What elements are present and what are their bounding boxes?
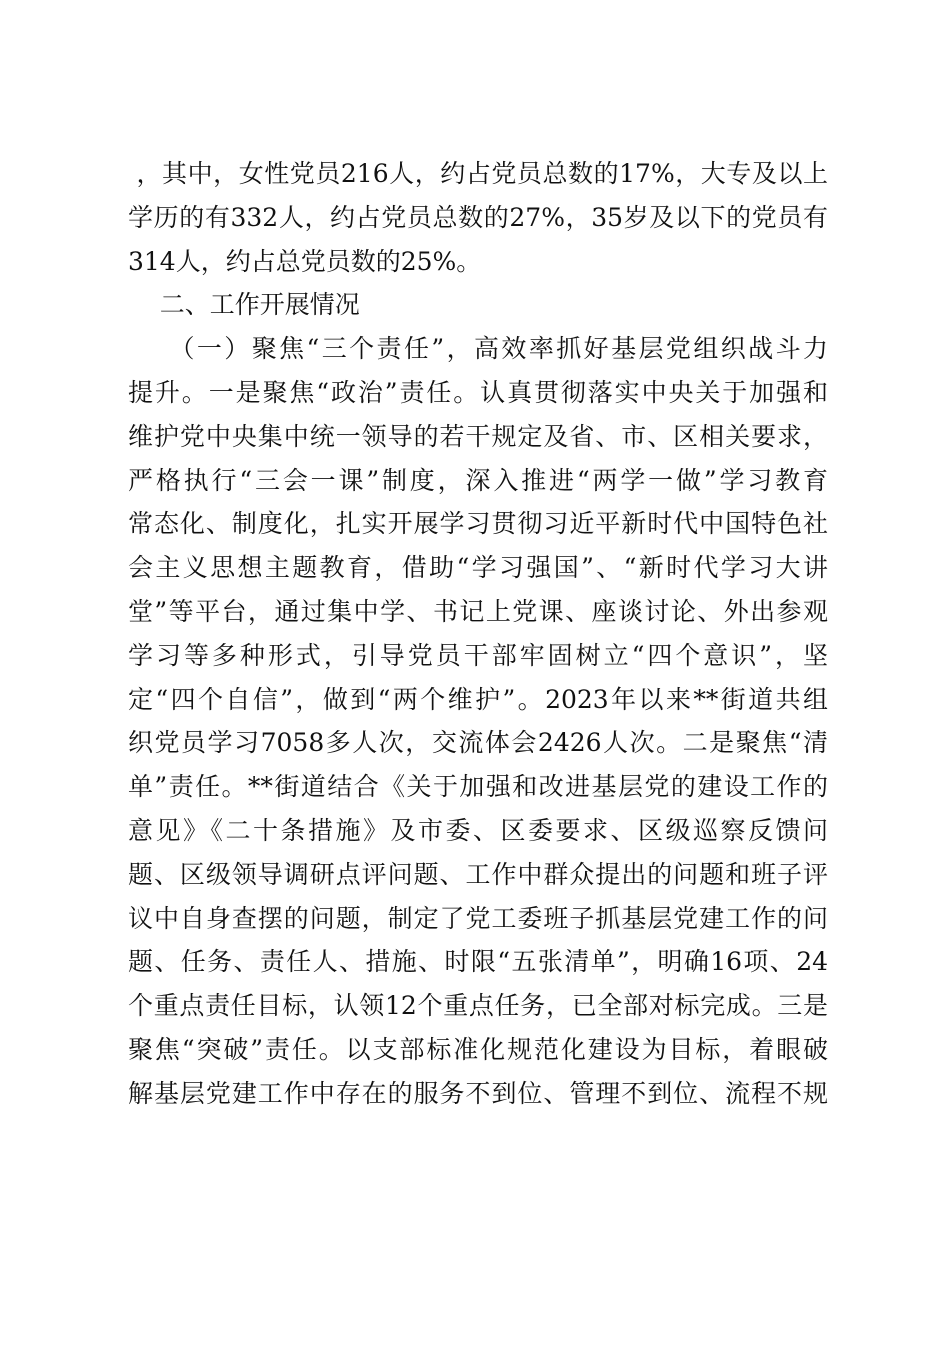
paragraph-line: ，其中，女性党员216人，约占党员总数的17%，大专及以上	[128, 159, 828, 188]
body-text	[128, 152, 828, 1116]
paragraph-line: 学历的有332人，约占党员总数的27%，35岁及以下的党员有	[128, 202, 828, 232]
paragraph-line: 题、区级领导调研点评问题、工作中群众提出的问题和班子评	[128, 859, 828, 889]
section-heading: 二、工作开展情况	[128, 290, 360, 320]
paragraph-line: 定“四个自信”，做到“两个维护”。2023年以来**街道共组	[128, 684, 828, 714]
paragraph-line: 314人，约占总党员数的25%。	[128, 246, 482, 276]
paragraph-line: 提升。一是聚焦“政治”责任。认真贯彻落实中央关于加强和	[128, 377, 828, 407]
paragraph-line: 学习等多种形式，引导党员干部牢固树立“四个意识”，坚	[128, 640, 828, 670]
paragraph-line: 织党员学习7058多人次，交流体会2426人次。二是聚焦“清	[128, 728, 828, 758]
paragraph-line: 意见》《二十条措施》及市委、区委要求、区级巡察反馈问	[128, 815, 828, 845]
paragraph-line: 题、任务、责任人、措施、时限“五张清单”，明确16项、24	[128, 947, 828, 977]
paragraph-line: 堂”等平台，通过集中学、书记上党课、座谈讨论、外出参观	[128, 596, 828, 626]
paragraph-line: 解基层党建工作中存在的服务不到位、管理不到位、流程不规	[128, 1078, 828, 1108]
paragraph-line: 会主义思想主题教育，借助“学习强国”、“新时代学习大讲	[128, 553, 828, 583]
paragraph-line: 单”责任。**街道结合《关于加强和改进基层党的建设工作的	[128, 772, 828, 802]
paragraph-line: 维护党中央集中统一领导的若干规定及省、市、区相关要求，	[128, 421, 828, 451]
paragraph-line: 议中自身查摆的问题，制定了党工委班子抓基层党建工作的问	[128, 903, 828, 933]
paragraph-line: 严格执行“三会一课”制度，深入推进“两学一做”学习教育	[128, 465, 828, 495]
paragraph-line: 聚焦“突破”责任。以支部标准化规范化建设为目标，着眼破	[128, 1034, 828, 1064]
subsection-heading-line: （一）聚焦“三个责任”，高效率抓好基层党组织战斗力	[128, 334, 828, 364]
paragraph-line: 个重点责任目标，认领12个重点任务，已全部对标完成。三是	[128, 991, 828, 1021]
paragraph-line: 常态化、制度化，扎实开展学习贯彻习近平新时代中国特色社	[128, 509, 828, 539]
